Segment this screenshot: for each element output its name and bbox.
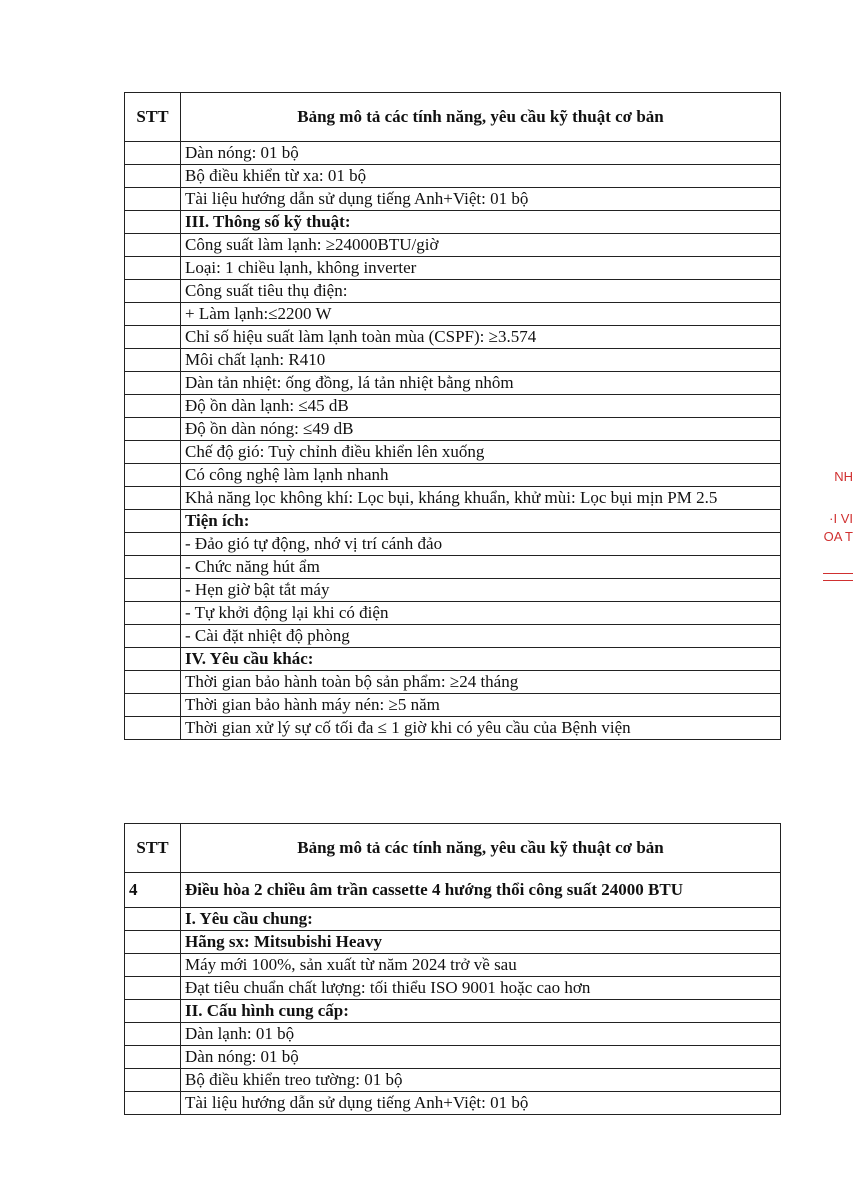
stt-cell [125, 931, 181, 954]
description-cell: Đạt tiêu chuẩn chất lượng: tối thiểu ISO 9001 hoặc cao hơn [181, 977, 781, 1000]
description-cell: + Làm lạnh:≤2200 W [181, 303, 781, 326]
stamp-text-1: NH [834, 469, 853, 484]
table-row [125, 977, 781, 1000]
table-row [125, 510, 781, 533]
table-row [125, 931, 781, 954]
description-cell: Bộ điều khiển treo tường: 01 bộ [181, 1069, 781, 1092]
description-cell: Công suất tiêu thụ điện: [181, 280, 781, 303]
stt-cell [125, 556, 181, 579]
table-row [125, 579, 781, 602]
stt-cell [125, 1023, 181, 1046]
stt-cell [125, 257, 181, 280]
description-cell: Máy mới 100%, sản xuất từ năm 2024 trở về sau [181, 954, 781, 977]
table-row [125, 1000, 781, 1023]
spec-table-1 [124, 92, 781, 740]
description-cell: Độ ồn dàn lạnh: ≤45 dB [181, 395, 781, 418]
description-cell: - Đảo gió tự động, nhớ vị trí cánh đảo [181, 533, 781, 556]
stt-cell [125, 671, 181, 694]
description-cell: - Hẹn giờ bật tắt máy [181, 579, 781, 602]
description-cell: Dàn nóng: 01 bộ [181, 1046, 781, 1069]
table-row [125, 142, 781, 165]
table-row [125, 1046, 781, 1069]
table-row [125, 694, 781, 717]
description-cell: Công suất làm lạnh: ≥24000BTU/giờ [181, 234, 781, 257]
table-row [125, 625, 781, 648]
stamp-line-mark [823, 573, 853, 581]
table-row [125, 165, 781, 188]
table-row [125, 349, 781, 372]
header-description: Bảng mô tả các tính năng, yêu cầu kỹ thuật cơ bản [181, 824, 781, 873]
description-cell: IV. Yêu cầu khác: [181, 648, 781, 671]
stt-cell [125, 326, 181, 349]
table-row [125, 303, 781, 326]
stt-cell [125, 510, 181, 533]
description-cell: Có công nghệ làm lạnh nhanh [181, 464, 781, 487]
stt-cell [125, 280, 181, 303]
table-row [125, 395, 781, 418]
table-row [125, 602, 781, 625]
stt-cell [125, 395, 181, 418]
table-row [125, 533, 781, 556]
description-cell: Hãng sx: Mitsubishi Heavy [181, 931, 781, 954]
stt-cell [125, 602, 181, 625]
description-cell: Dàn nóng: 01 bộ [181, 142, 781, 165]
description-cell: - Chức năng hút ẩm [181, 556, 781, 579]
description-cell: II. Cấu hình cung cấp: [181, 1000, 781, 1023]
stt-cell [125, 1069, 181, 1092]
stt-cell [125, 579, 181, 602]
stt-cell [125, 349, 181, 372]
item-row [125, 873, 781, 908]
table-row [125, 464, 781, 487]
table-row [125, 954, 781, 977]
item-stt: 4 [125, 873, 181, 908]
stt-cell [125, 487, 181, 510]
table-row [125, 1069, 781, 1092]
description-cell: Chế độ gió: Tuỳ chỉnh điều khiển lên xuống [181, 441, 781, 464]
stt-cell [125, 441, 181, 464]
stt-cell [125, 625, 181, 648]
table-row [125, 234, 781, 257]
stt-cell [125, 648, 181, 671]
stt-cell [125, 142, 181, 165]
stt-cell [125, 1092, 181, 1115]
description-cell: Thời gian bảo hành toàn bộ sản phẩm: ≥24 tháng [181, 671, 781, 694]
stt-cell [125, 211, 181, 234]
stamp-text-3: OA T [823, 529, 853, 544]
red-stamp-fragment [817, 455, 855, 605]
description-cell: Dàn lạnh: 01 bộ [181, 1023, 781, 1046]
table-row [125, 441, 781, 464]
description-cell: Tài liệu hướng dẫn sử dụng tiếng Anh+Việt: 01 bộ [181, 188, 781, 211]
description-cell: - Tự khởi động lại khi có điện [181, 602, 781, 625]
table-row [125, 280, 781, 303]
table-row [125, 257, 781, 280]
stt-cell [125, 1000, 181, 1023]
table-row [125, 188, 781, 211]
description-cell: Độ ồn dàn nóng: ≤49 dB [181, 418, 781, 441]
table-row [125, 1023, 781, 1046]
stt-cell [125, 372, 181, 395]
stt-cell [125, 165, 181, 188]
table-row [125, 1092, 781, 1115]
description-cell: - Cài đặt nhiệt độ phòng [181, 625, 781, 648]
description-cell: Chỉ số hiệu suất làm lạnh toàn mùa (CSPF): ≥3.574 [181, 326, 781, 349]
table-row [125, 372, 781, 395]
description-cell: Tiện ích: [181, 510, 781, 533]
stt-cell [125, 694, 181, 717]
stt-cell [125, 464, 181, 487]
stt-cell [125, 533, 181, 556]
spec-table-2 [124, 823, 781, 1115]
header-stt: STT [125, 93, 181, 142]
header-description: Bảng mô tả các tính năng, yêu cầu kỹ thuật cơ bản [181, 93, 781, 142]
item-title: Điều hòa 2 chiều âm trần cassette 4 hướng thổi công suất 24000 BTU [181, 873, 781, 908]
description-cell: I. Yêu cầu chung: [181, 908, 781, 931]
description-cell: Thời gian xử lý sự cố tối đa ≤ 1 giờ khi có yêu cầu của Bệnh viện [181, 717, 781, 740]
table-row [125, 648, 781, 671]
table-row [125, 908, 781, 931]
stt-cell [125, 234, 181, 257]
description-cell: III. Thông số kỹ thuật: [181, 211, 781, 234]
table-row [125, 211, 781, 234]
description-cell: Môi chất lạnh: R410 [181, 349, 781, 372]
description-cell: Dàn tản nhiệt: ống đồng, lá tản nhiệt bằng nhôm [181, 372, 781, 395]
description-cell: Khả năng lọc không khí: Lọc bụi, kháng khuẩn, khử mùi: Lọc bụi mịn PM 2.5 [181, 487, 781, 510]
spec-table-1-body [125, 142, 781, 740]
stt-cell [125, 303, 181, 326]
stt-cell [125, 908, 181, 931]
description-cell: Bộ điều khiển từ xa: 01 bộ [181, 165, 781, 188]
table-row [125, 556, 781, 579]
stt-cell [125, 418, 181, 441]
description-cell: Loại: 1 chiều lạnh, không inverter [181, 257, 781, 280]
spec-table-2-body [125, 873, 781, 1115]
table-row [125, 717, 781, 740]
table-row [125, 487, 781, 510]
stt-cell [125, 954, 181, 977]
stt-cell [125, 188, 181, 211]
table-row [125, 671, 781, 694]
stt-cell [125, 717, 181, 740]
stamp-text-2: ·I VI [829, 511, 853, 526]
description-cell: Tài liệu hướng dẫn sử dụng tiếng Anh+Việt: 01 bộ [181, 1092, 781, 1115]
table-row [125, 418, 781, 441]
stt-cell [125, 977, 181, 1000]
description-cell: Thời gian bảo hành máy nén: ≥5 năm [181, 694, 781, 717]
table-row [125, 326, 781, 349]
header-stt: STT [125, 824, 181, 873]
stt-cell [125, 1046, 181, 1069]
